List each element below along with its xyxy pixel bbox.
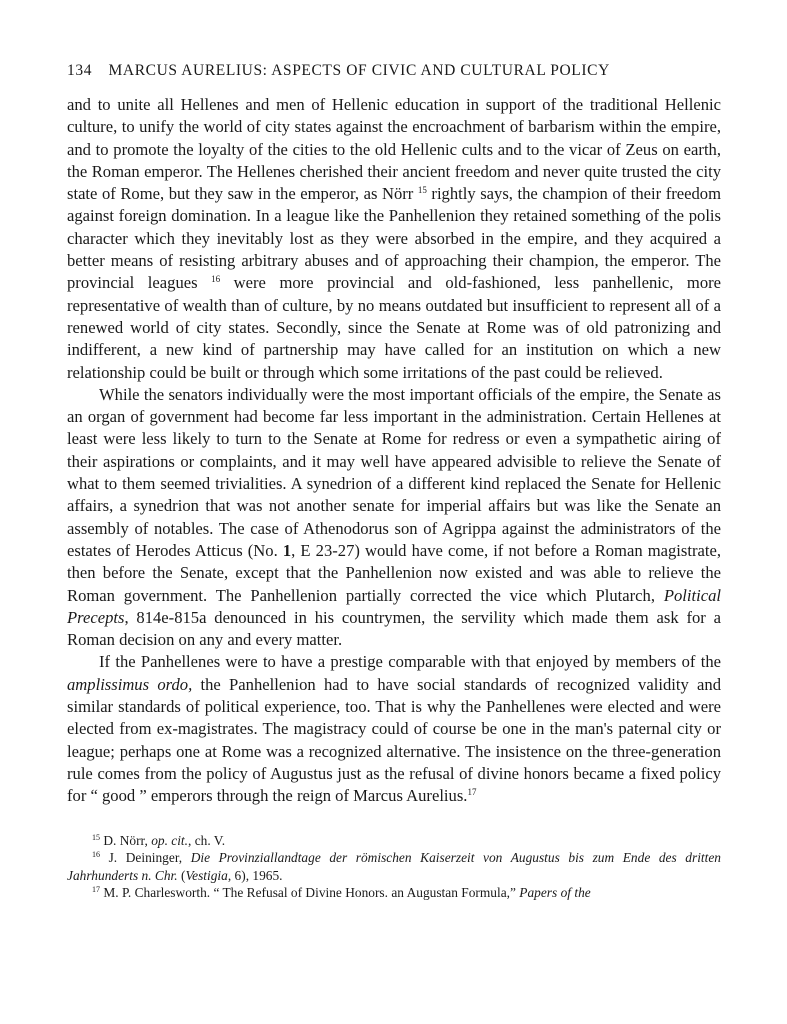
page-number: 134 bbox=[67, 62, 93, 79]
paragraph-text: were more provincial and old-fashioned, less panhellenic, more representative of wealth than of culture, by no means outdated but insufficient to represent all of a renewed world of city states. Secondly, since the Senate at Rome was of old patronizing and indifferent, a new kind of partnership may have called for an institution on which a new relationship could be built or through which some irritations of the past could be relieved. bbox=[67, 273, 722, 382]
footnote-ref-17: 17 bbox=[467, 787, 477, 798]
paragraph-text: , E 23-27) would have come, if not before a Roman magistrate, then before the Senate, except that the Panhellenion now existed and was able to relieve the Roman government. The Panhellenion partially corrected the vice which Plutarch, bbox=[67, 540, 721, 605]
footnote-15 bbox=[67, 832, 721, 850]
footnote-italic: op. cit. bbox=[151, 832, 189, 848]
footnote-16 bbox=[67, 849, 721, 884]
paragraph-text: rightly says, the champion of their freedom against foreign domination. In a league like the Panhellenion they retained something of the polis character which they inevitably lost as they were absorbed in the empire, and they acquired a better means of resisting arbitrary abuses and of approaching their champion, the emperor. The provincial leagues bbox=[67, 184, 721, 293]
footnote-italic: Papers of the bbox=[519, 885, 591, 900]
paragraph-3 bbox=[67, 651, 721, 807]
footnote-text: , ch. V. bbox=[188, 832, 226, 848]
paragraph-text: and to unite all Hellenes and men of Hellenic education in support of the traditional Hellenic culture, to unify the world of city states against the encroachment of barbarism within the empire, and to promote the loyalty of the cities to the old Hellenic cults and to the vicar of Zeus on earth, the Roman emperor. The Hellenes cherished their ancient freedom and never quite trusted the city state of Rome, but they saw in the emperor, as Nörr bbox=[67, 95, 721, 204]
footnote-text: J. Deininger, bbox=[108, 850, 183, 865]
running-header bbox=[67, 62, 721, 80]
paragraph-text: While the senators individually were the most important officials of the empire, the Senate as an organ of government had become far less important in the administration. Certain Hellenes at least were less likely to turn to the Senate at Rome for redress or even a sympathetic airing of their aspirations or complaints, and it may well have appeared advisible to relieve the Senate of what to them seemed trivialities. A synedrion of a different kind replaced the Senate for Hellenic affairs, a synedrion that was not another senate for imperial affairs but was like the Senate an assembly of notables. The case of Athenodorus son of Agrippa against the administrators of the estates of Herodes Atticus (No. bbox=[67, 384, 721, 560]
footnote-text: D. Nörr, bbox=[103, 832, 148, 848]
paragraph-text: the Panhellenion had to have social standards of recognized validity and similar standards of political experience, too. That is why the Panhellenes were elected and were elected from ex-magistrates. The magistracy could of course be one in the man's paternal city or league; perhaps one at Rome was a recognized alternative. The insistence on the three-generation rule comes from the policy of Augustus just as the refusal of divine honors became a fixed policy for “ good ” emperors through the reign of Marcus Aurelius. bbox=[67, 674, 721, 806]
footnote-17 bbox=[67, 884, 721, 902]
footnote-italic: Die Provinziallandtage der römischen Kaiserzeit von Augustus bis zum Ende des dritten Jahrhunderts n. Chr. bbox=[67, 850, 721, 883]
paragraph-text: If the Panhellenes were to have a prestige comparable with that enjoyed by members of the bbox=[99, 652, 721, 672]
inscription-number: 1 bbox=[282, 540, 292, 560]
footnote-ref-15: 15 bbox=[417, 185, 427, 196]
footnote-number: 16 bbox=[92, 850, 100, 859]
footnote-italic: Vestigia bbox=[185, 867, 228, 883]
latin-phrase: amplissimus ordo, bbox=[67, 674, 193, 694]
footnote-number: 17 bbox=[92, 885, 100, 894]
running-title: MARCUS AURELIUS: ASPECTS OF CIVIC AND CULTURAL POLICY bbox=[108, 62, 610, 79]
work-title: Political Precepts bbox=[67, 585, 721, 627]
footnote-text: , 6), 1965. bbox=[227, 867, 283, 883]
footnotes bbox=[67, 832, 721, 902]
footnote-number: 15 bbox=[92, 832, 100, 842]
paragraph-2 bbox=[67, 384, 721, 652]
paragraph-1 bbox=[67, 94, 721, 384]
footnote-ref-16: 16 bbox=[211, 274, 221, 285]
paragraph-text: , 814e-815a denounced in his countrymen, the servility which made them ask for a Roman decision on any and every matter. bbox=[67, 607, 721, 650]
footnote-text: M. P. Charlesworth. “ The Refusal of Divine Honors. an Augustan Formula,” bbox=[103, 885, 516, 900]
body-text bbox=[67, 94, 721, 808]
footnote-text: ( bbox=[180, 867, 186, 883]
